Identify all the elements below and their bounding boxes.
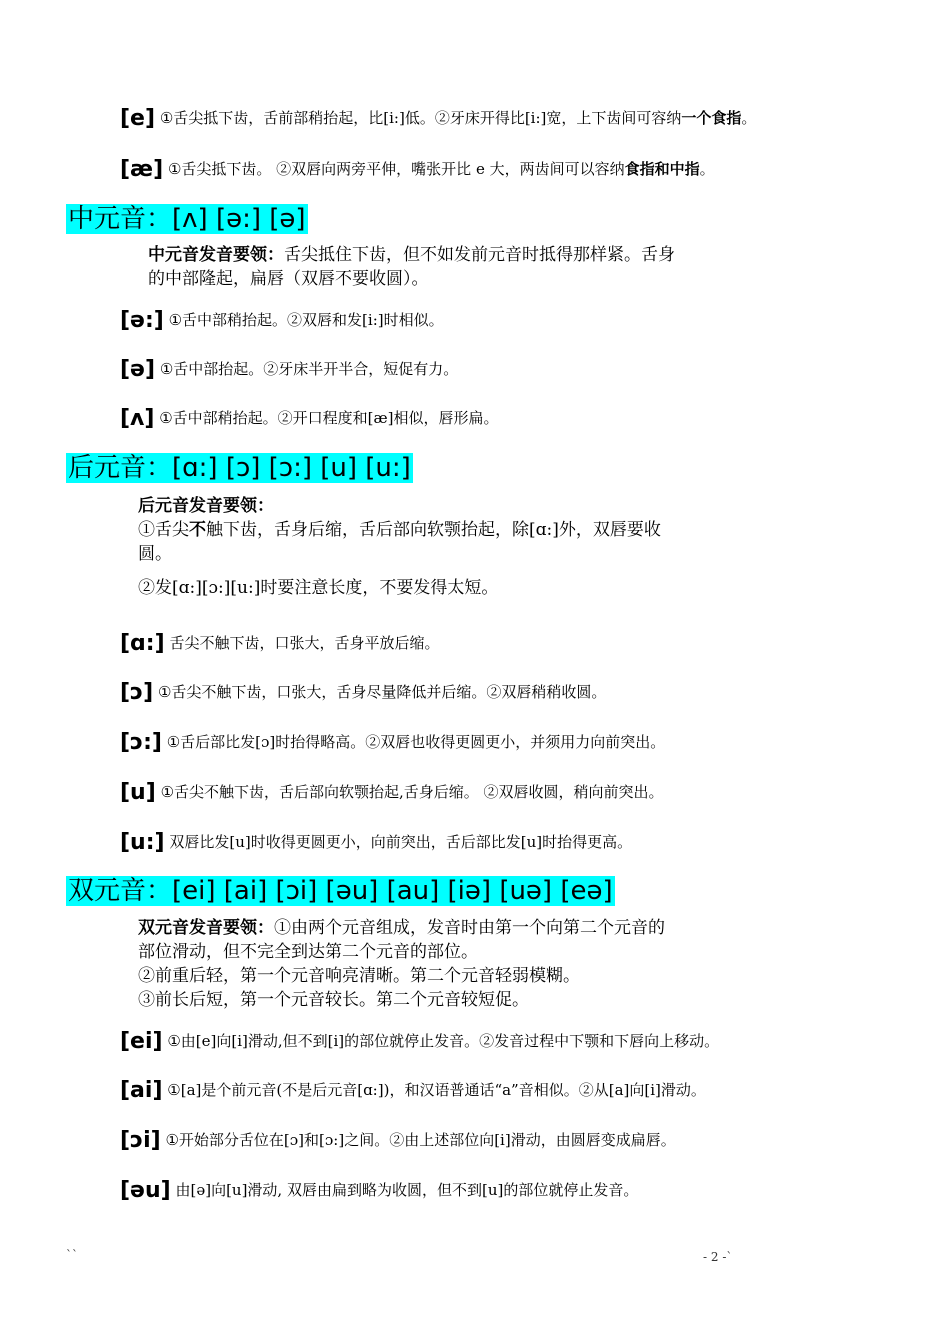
heading-symbols: [ɑ:] [ɔ] [ɔ:] [u] [u:] [172, 453, 411, 483]
essentials-label: 双元音发音要领： [138, 918, 274, 938]
ess1-pre: ①舌尖 [138, 520, 189, 540]
ipa-symbol: [æ] [120, 157, 164, 182]
entry-e [120, 108, 756, 129]
diphthong-essentials [138, 916, 665, 1012]
ess2: ②前重后轻，第一个元音响亮清晰。第二个元音轻弱模糊。 [138, 966, 580, 986]
essentials-label: 后元音发音要领： [138, 496, 274, 516]
entry-text: 双唇比发[u]时收得更圆更小，向前突出，舌后部比发[u]时抬得更高。 [169, 833, 633, 851]
ess1-bold: 不 [189, 520, 206, 540]
ipa-symbol: [e] [120, 106, 156, 131]
entry-text: ①舌尖不触下齿，口张大，舌身尽量降低并后缩。②双唇稍稍收圆。 [157, 683, 607, 701]
entry-wedge [120, 408, 499, 429]
ipa-symbol: [ai] [120, 1078, 163, 1103]
essentials-text: 舌尖抵住下齿，但不如发前元音时抵得那样紧。舌身 [284, 245, 675, 265]
ipa-symbol: [ə:] [120, 308, 164, 333]
entry-text: ①舌尖不触下齿，舌后部向软颚抬起,舌身后缩。 ②双唇收圆，稍向前突出。 [160, 783, 664, 801]
entry-oi [120, 1130, 676, 1151]
heading-label: 后元音： [68, 453, 173, 483]
entry-text: ①舌中部稍抬起。②开口程度和[æ]相似，唇形扁。 [159, 409, 499, 427]
entry-u [120, 782, 664, 803]
central-essentials [148, 243, 675, 291]
entry-text: ①舌尖抵下齿。 ②双唇向两旁平伸，嘴张开比 e 大，两齿间可以容纳 [167, 160, 625, 178]
ipa-symbol: [ʌ] [120, 406, 155, 431]
ess2: ②发[ɑ:][ɔ:][u:]时要注意长度，不要发得太短。 [138, 578, 499, 598]
ipa-symbol: [ei] [120, 1029, 163, 1054]
entry-text: ①[a]是个前元音(不是后元音[ɑ:])，和汉语普通话“a”音相似。②从[a]向[i]滑动。 [167, 1081, 706, 1099]
entry-text: ①开始部分舌位在[ɔ]和[ɔ:]之间。②由上述部位向[i]滑动，由圆唇变成扁唇。 [165, 1131, 676, 1149]
entry-text: 由[ə]向[u]滑动, 双唇由扁到略为收圆，但不到[u]的部位就停止发音。 [175, 1181, 639, 1199]
entry-tail: 。 [741, 109, 757, 127]
entry-ei [120, 1031, 719, 1052]
entry-text: ①舌中部稍抬起。②双唇和发[i:]时相似。 [168, 311, 444, 329]
essentials-text-cont: 的中部隆起，扁唇（双唇不要收圆）。 [148, 269, 429, 289]
entry-open-o [120, 682, 606, 703]
ess3: ③前长后短，第一个元音较长。第二个元音较短促。 [138, 990, 529, 1010]
entry-ai [120, 1080, 706, 1101]
ipa-symbol: [ɔi] [120, 1128, 161, 1153]
essentials-label: 中元音发音要领： [148, 245, 284, 265]
back-heading [66, 453, 413, 483]
page-number: - 2 -` [703, 1250, 733, 1264]
ipa-symbol: [ɑ:] [120, 631, 165, 656]
heading-symbols: [ʌ] [ə:] [ə] [172, 204, 306, 234]
entry-bold: 一个食指 [681, 109, 742, 127]
ipa-symbol: [u] [120, 780, 156, 805]
entry-schwa-long [120, 310, 444, 331]
ess1-cont: 圆。 [138, 544, 172, 564]
heading-label: 中元音： [68, 204, 173, 234]
entry-a-long [120, 633, 439, 654]
ipa-symbol: [əu] [120, 1178, 171, 1203]
central-heading [66, 204, 308, 234]
entry-schwa [120, 359, 458, 380]
entry-text: ①由[e]向[i]滑动,但不到[i]的部位就停止发音。②发音过程中下颚和下唇向上移动。 [167, 1032, 720, 1050]
entry-text: ①舌尖抵下齿，舌前部稍抬起，比[i:]低。②牙床开得比[i:]宽，上下齿间可容纳 [159, 109, 682, 127]
entry-tail: 。 [699, 160, 715, 178]
ipa-symbol: [ə] [120, 357, 156, 382]
footer-left: `` [66, 1248, 78, 1262]
ipa-symbol: [ɔ] [120, 680, 154, 705]
entry-ae [120, 159, 715, 180]
entry-ou [120, 1180, 638, 1201]
ess1-cont: 部位滑动，但不完全到达第二个元音的部位。 [138, 942, 478, 962]
heading-symbols: [ei] [ai] [ɔi] [əu] [au] [iə] [uə] [eə] [172, 876, 613, 906]
back-essentials [138, 494, 661, 600]
ess1: ①由两个元音组成，发音时由第一个向第二个元音的 [274, 918, 665, 938]
entry-open-o-long [120, 732, 665, 753]
diphthong-heading [66, 876, 615, 906]
entry-text: ①舌后部比发[ɔ]时抬得略高。②双唇也收得更圆更小，并须用力向前突出。 [166, 733, 666, 751]
entry-bold: 食指和中指 [624, 160, 700, 178]
entry-text: 舌尖不触下齿，口张大，舌身平放后缩。 [169, 634, 440, 652]
ipa-symbol: [ɔ:] [120, 730, 162, 755]
entry-u-long [120, 832, 632, 853]
entry-text: ①舌中部抬起。②牙床半开半合，短促有力。 [159, 360, 459, 378]
ipa-symbol: [u:] [120, 830, 165, 855]
ess1-post: 触下齿，舌身后缩，舌后部向软颚抬起，除[ɑ:]外，双唇要收 [206, 520, 661, 540]
heading-label: 双元音： [68, 876, 173, 906]
